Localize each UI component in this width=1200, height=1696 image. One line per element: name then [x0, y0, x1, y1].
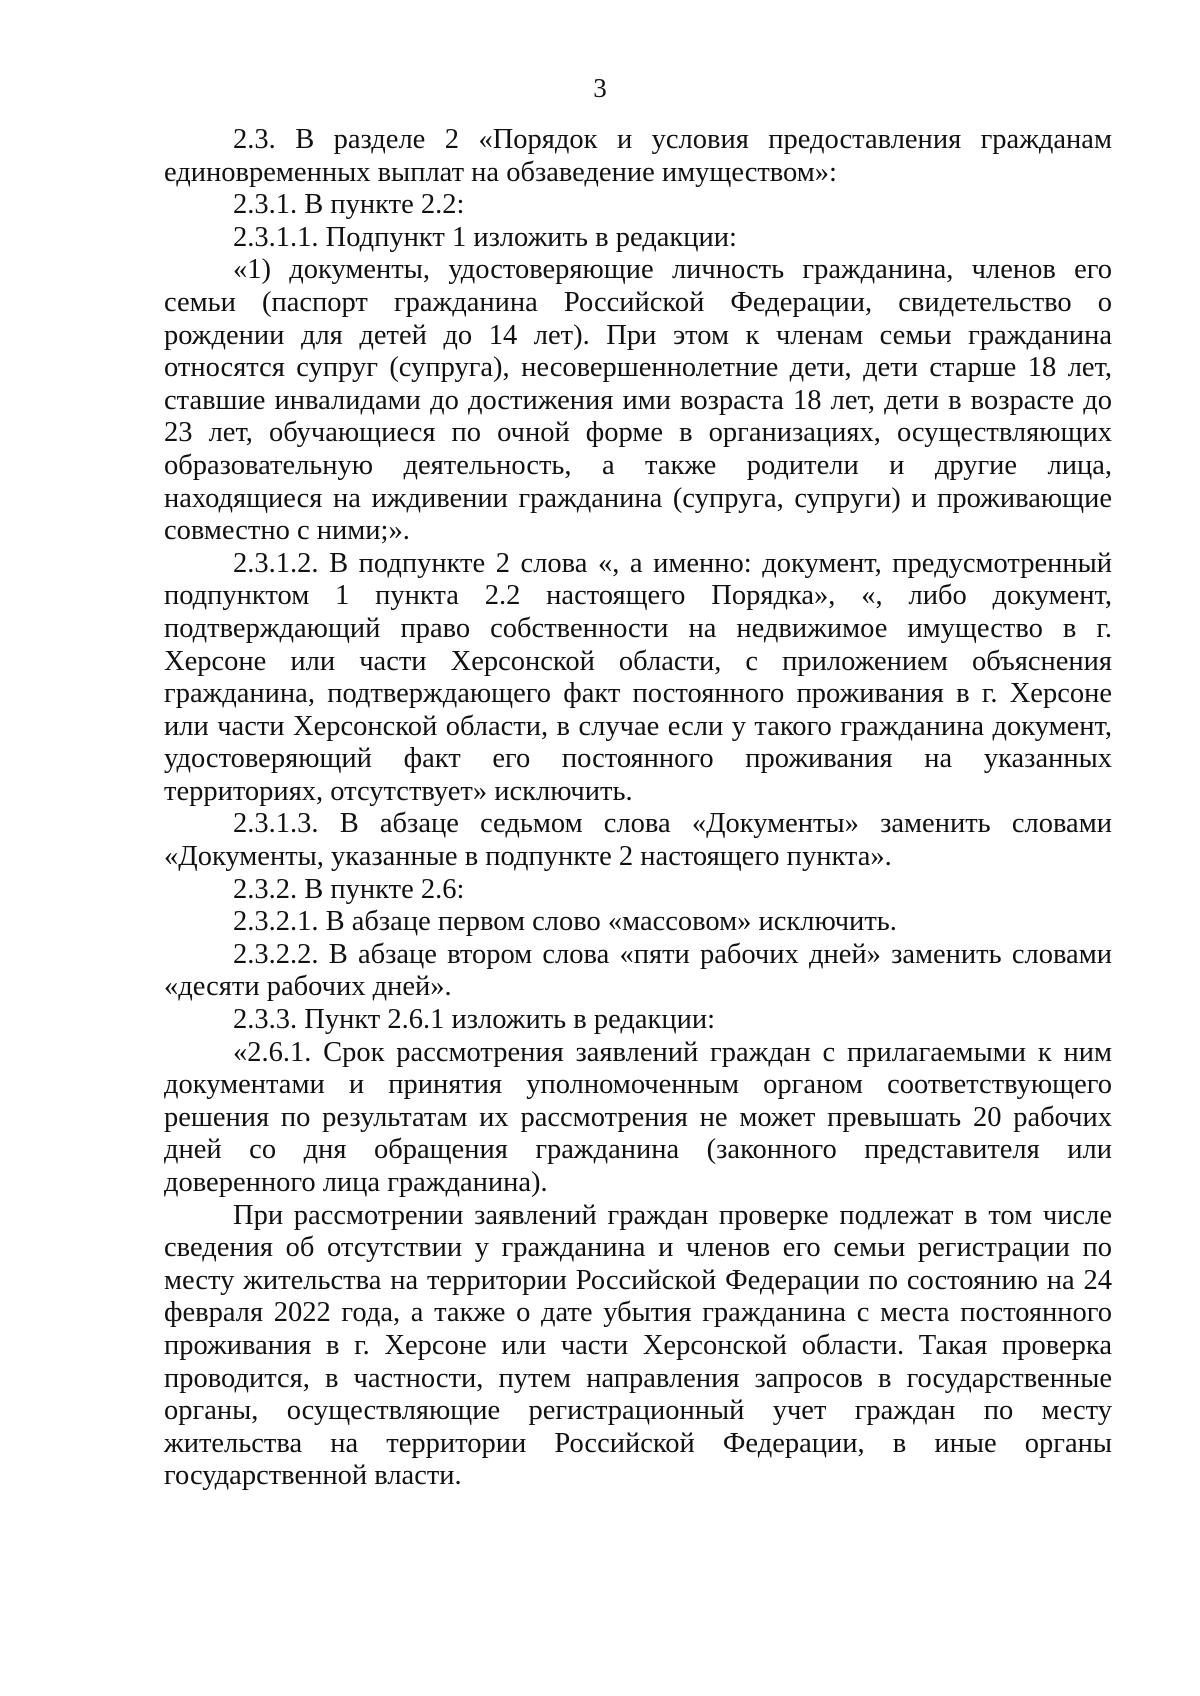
- document-body: [164, 124, 1112, 1493]
- paragraph-2-3-1-1: 2.3.1.1. Подпункт 1 изложить в редакции:: [233, 221, 737, 253]
- paragraph-2-3-1-3: 2.3.1.3. В абзаце седьмом слова «Документы» заменить словами «Документы, указанные в подпункте 2 настоящего пункта».: [164, 808, 1112, 873]
- paragraph-2-3-2-2: 2.3.2.2. В абзаце втором слова «пяти рабочих дней» заменить словами «десяти рабочих дней».: [164, 938, 1112, 1003]
- paragraph-verification: При рассмотрении заявлений граждан проверке подлежат в том числе сведения об отсутствии у гражданина и членов его семьи регистрации по месту жительства на территории Российской Федерации по состоянию на 24 февраля 2022 года, а также о дате убытия гражданина с места постоянного проживания в г. Херсоне или части Херсонской области. Такая проверка проводится, в частности, путем направления запросов в государственные органы, осуществляющие регистрационный учет граждан по месту жительства на территории Российской Федерации, в иные органы государственной власти.: [164, 1199, 1112, 1492]
- paragraph-2-3-3: 2.3.3. Пункт 2.6.1 изложить в редакции:: [233, 1004, 716, 1036]
- paragraph-2-3-2: 2.3.2. В пункте 2.6:: [233, 873, 465, 905]
- paragraph-quote-2-6-1: «2.6.1. Срок рассмотрения заявлений граждан с прилагаемыми к ним документами и принятия уполномоченным органом соответствующего решения по результатам их рассмотрения не может превышать 20 рабочих дней со дня обращения гражданина (законного представителя или доверенного лица гражданина).: [164, 1036, 1112, 1198]
- paragraph-2-3-2-1: 2.3.2.1. В абзаце первом слово «массовом» исключить.: [233, 906, 897, 938]
- paragraph-2-3-1: 2.3.1. В пункте 2.2:: [233, 189, 465, 221]
- paragraph-2-3: 2.3. В разделе 2 «Порядок и условия предоставления гражданам единовременных выплат на обзаведение имуществом»:: [164, 124, 1112, 188]
- paragraph-quote-subitem-1: «1) документы, удостоверяющие личность гражданина, членов его семьи (паспорт гражданина Российской Федерации, свидетельство о рождении для детей до 14 лет). При этом к членам семьи гражданина относятся супруг (супруга), несовершеннолетние дети, дети старше 18 лет, ставшие инвалидами до достижения ими возраста 18 лет, дети в возрасте до 23 лет, обучающиеся по очной форме в организациях, осуществляющих образовательную деятельность, а также родители и другие лица, находящиеся на иждивении гражданина (супруга, супруги) и проживающие совместно с ними;».: [164, 254, 1112, 547]
- paragraph-2-3-1-2: 2.3.1.2. В подпункте 2 слова «, а именно: документ, предусмотренный подпунктом 1 пункта 2.2 настоящего Порядка», «, либо документ, подтверждающий право собственности на недвижимое имущество в г. Херсоне или части Херсонской области, с приложением объяснения гражданина, подтверждающего факт постоянного проживания в г. Херсоне или части Херсонской области, в случае если у такого гражданина документ, удостоверяющий факт его постоянного проживания на указанных территориях, отсутствует» исключить.: [164, 547, 1112, 807]
- page-number: 3: [593, 73, 607, 103]
